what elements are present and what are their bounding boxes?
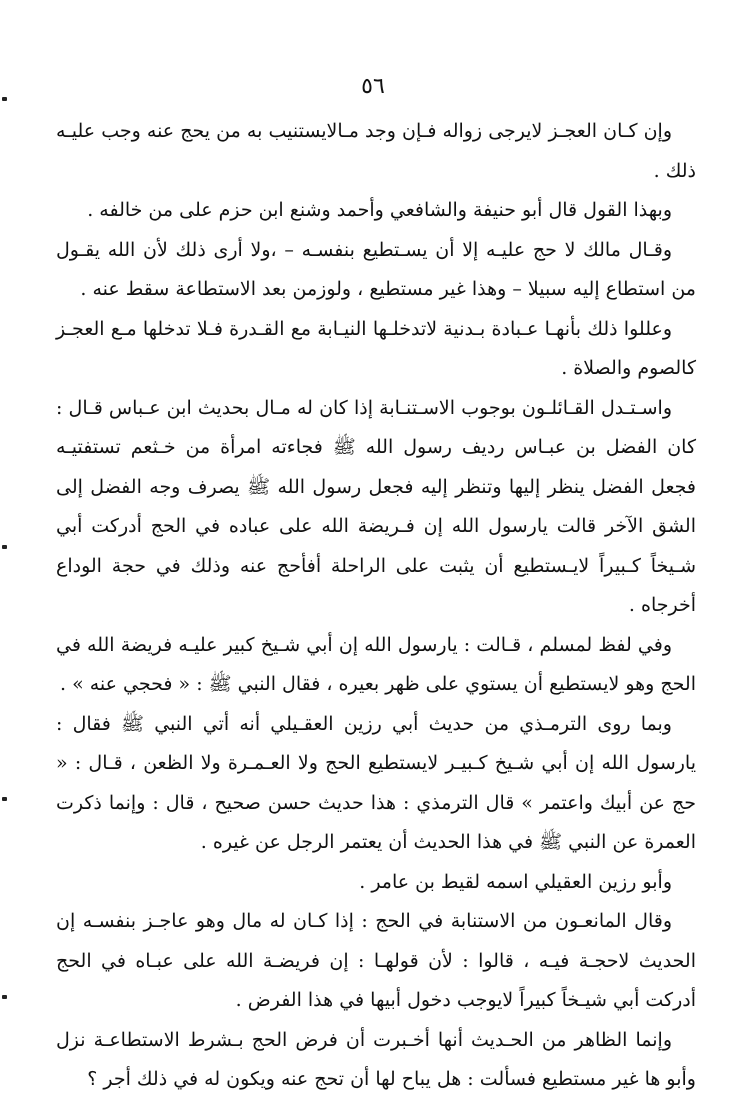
- paragraph: وبما روى الترمـذي من حديث أبي رزين العقـيلي أنه أتي النبي ﷺ فقال : يارسول الله إن أبي شـيخ كـبيـر لايستطيع الحج ولا العـمـرة ولا الظعن ، قـال : « حج عن أبيك واعتمر » قال الترمذي : هذا حديث حسن صحيح ، قال : وإنما ذكرت العمرة عن النبي ﷺ في هذا الحديث أن يعتمر الرجل عن غيره .: [56, 712, 696, 853]
- paragraph: واسـتـدل القـائلـون بوجوب الاسـتنـابة إذا كان له مـال بحديث ابن عـباس قـال : كان الفضل بن عبـاس رديف رسول الله ﷺ فجاءته امرأة من خـثعم تستفتيـه فجعل الفضل ينظر إليها وتنظر إليه فجعل رسول الله ﷺ يصرف وجه الفضل إلى الشق الآخر قالت يارسول الله إن فـريضة الله على عباده في الحج أدركت أبي شـيخاً كـبيراً لايـستطيع أن يثبت على الراحلة أفأحج عنه وذلك في حجة الوداع أخرجاه .: [56, 396, 696, 616]
- page-body: [56, 112, 696, 1100]
- paragraph: وإن كـان العجـز لايرجى زواله فـإن وجد مـالايستنيب به من يحج عنه وجب عليـه ذلك .: [56, 120, 696, 182]
- margin-mark: [2, 797, 7, 801]
- paragraph: وأبو رزين العقيلي اسمه لقيط بن عامر .: [359, 870, 672, 893]
- paragraph: وقال المانعـون من الاستنابة في الحج : إذا كـان له مال وهو عاجـز بنفسـه إن الحديث لاحجـة فيـه ، قالوا : لأن قولهـا : إن فريضـة الله على عبـاه في الحج أدركت أبي شيـخاً كبيراً لايوجب دخول أبيها في هذا الفرض .: [56, 910, 696, 1011]
- paragraph: وعللوا ذلك بأنهـا عـبادة بـدنية لاتدخلـها النيـابة مع القـدرة فـلا تدخلها مـع العجـز كالصوم والصلاة .: [56, 317, 696, 379]
- margin-mark: [2, 545, 7, 549]
- paragraph: وفي لفظ لمسلم ، قـالت : يارسول الله إن أبي شـيخ كبير عليـه فريضة الله في الحج وهو لايستطيع أن يستوي على ظهر بعيره ، فقال النبي ﷺ : « فحجي عنه » .: [56, 633, 696, 695]
- margin-mark: [2, 995, 7, 999]
- paragraph: وقـال مالك لا حج عليـه إلا أن يسـتطيع بنفسـه – ،ولا أرى ذلك لأن الله يقـول من استطاع إليه سبيلا – وهذا غير مستطيع ، ولوزمن بعد الاستطاعة سقط عنه .: [56, 238, 696, 300]
- page-number: ٥٦: [361, 74, 385, 99]
- paragraph: وبهذا القول قال أبو حنيفة والشافعي وأحمد وشنع ابن حزم على من خالفه .: [87, 199, 672, 221]
- paragraph: وإنما الظاهر من الحـديث أنها أخـبرت أن فرض الحج بـشرط الاستطاعـة نزل وأبو ها غير مستطيع فسألت : هل يباح لها أن تحج عنه ويكون له في ذلك أجر ؟: [56, 1028, 696, 1090]
- margin-mark: [2, 97, 7, 101]
